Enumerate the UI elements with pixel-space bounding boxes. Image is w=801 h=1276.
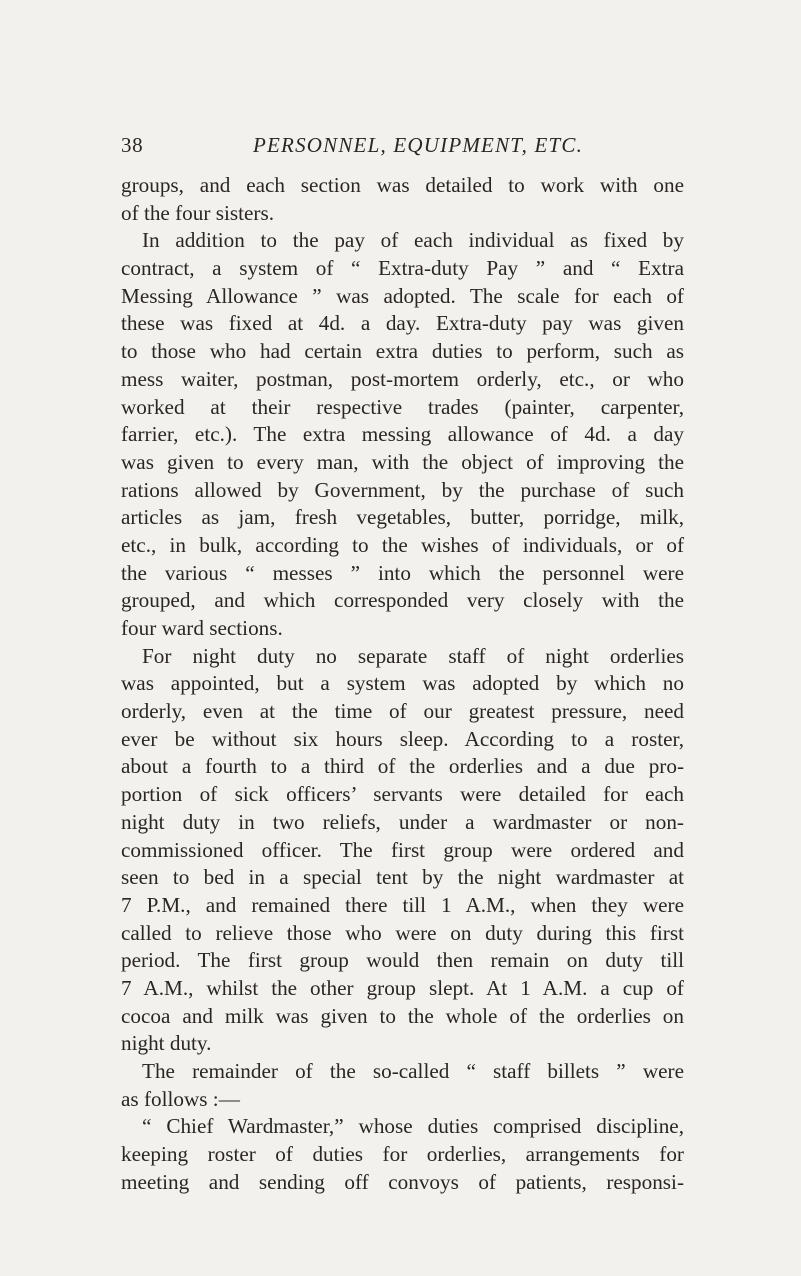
text-line: commissioned officer. The first group were ordered and [121,837,684,862]
text-line: ever be without six hours sleep. According to a roster, [121,726,684,751]
running-head [121,133,681,163]
text-line: about a fourth to a third of the orderlies and a due pro- [121,754,684,779]
text-line: was given to every man, with the object of improving the [121,449,684,474]
text-line: of the four sisters. [121,200,274,225]
text-line: portion of sick officers’ servants were detailed for each [121,782,684,807]
text-line: four ward sections. [121,616,283,640]
text-line: For night duty no separate staff of night orderlies [142,643,684,668]
text-line: mess waiter, postman, post-mortem orderly, etc., or who [121,366,684,391]
text-line: meeting and sending off convoys of patients, responsi- [121,1169,684,1194]
text-line: cocoa and milk was given to the whole of the orderlies on [121,1003,684,1028]
text-line: “ Chief Wardmaster,” whose duties comprised discipline, [142,1114,684,1139]
text-line: farrier, etc.). The extra messing allowance of 4d. a day [121,422,684,447]
text-line: night duty in two reliefs, under a wardmaster or non- [121,809,684,834]
text-line: contract, a system of “ Extra-duty Pay ” and “ Extra [121,256,684,281]
text-line: was appointed, but a system was adopted by which no [121,671,684,696]
page-number: 38 [121,133,144,157]
text-line: articles as jam, fresh vegetables, butter, porridge, milk, [121,505,684,530]
text-line: called to relieve those who were on duty during this first [121,920,684,945]
text-line: orderly, even at the time of our greatest pressure, need [121,699,684,724]
text-line: seen to bed in a special tent by the night wardmaster at [121,865,684,890]
text-line: keeping roster of duties for orderlies, arrangements for [121,1142,684,1167]
text-line: 7 P.M., and remained there till 1 A.M., when they were [121,892,684,917]
text-line: these was fixed at 4d. a day. Extra-duty pay was given [121,311,684,336]
text-line: grouped, and which corresponded very closely with the [121,588,684,613]
text-line: etc., in bulk, according to the wishes of individuals, or of [121,532,684,557]
text-line: The remainder of the so-called “ staff billets ” were [142,1059,684,1083]
text-line: worked at their respective trades (painter, carpenter, [121,394,684,419]
text-line: to those who had certain extra duties to perform, such as [121,339,684,364]
text-line: period. The first group would then remain on duty till [121,948,684,973]
body-text [121,172,684,1196]
text-line: In addition to the pay of each individual as fixed by [142,228,684,253]
text-line: the various “ messes ” into which the personnel were [121,560,684,585]
running-title: PERSONNEL, EQUIPMENT, ETC. [253,133,584,157]
text-line: rations allowed by Government, by the purchase of such [121,477,684,502]
text-line: groups, and each section was detailed to work with one [121,173,684,197]
text-line: 7 A.M., whilst the other group slept. At 1 A.M. a cup of [121,975,684,1000]
text-line: Messing Allowance ” was adopted. The scale for each of [121,283,684,308]
text-line: as follows :— [121,1086,240,1111]
text-line: night duty. [121,1031,212,1056]
